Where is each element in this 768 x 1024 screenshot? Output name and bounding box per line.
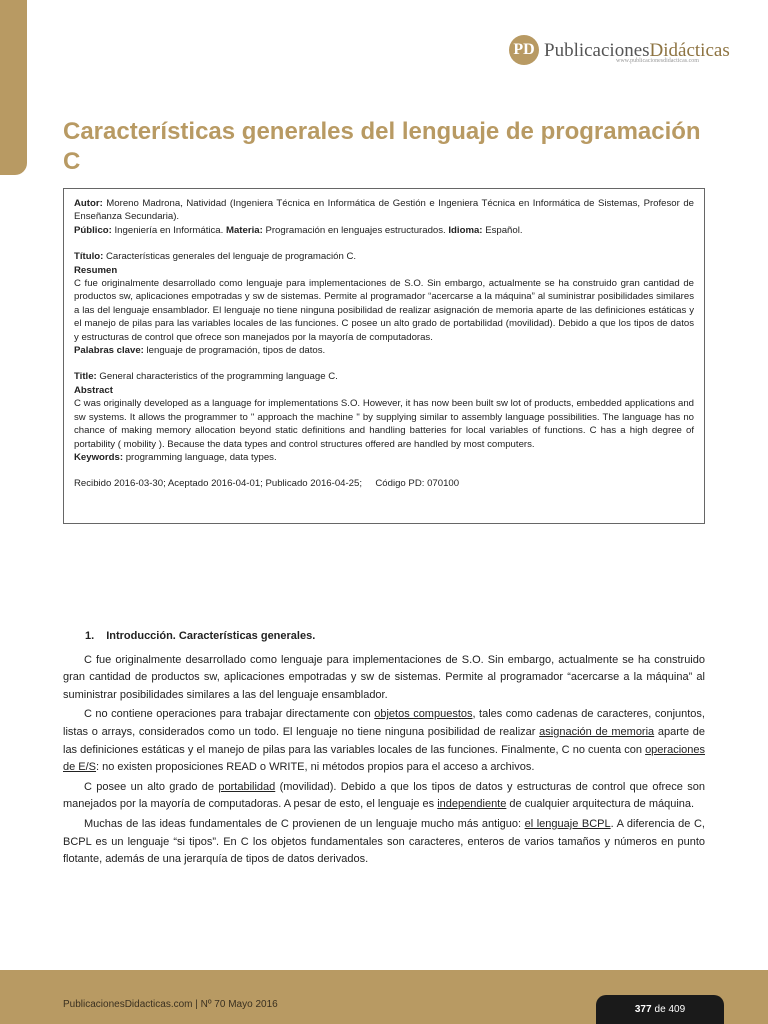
title-en-line (74, 370, 694, 383)
abstract-heading (74, 384, 694, 397)
text-run: . A diferencia de C, BCPL es un lenguaje “si tipos”. En C los objetos fundamentales son caracteres, enteros de varios tamaños y números en punto flotante, además de una jerarquía de tipos de datos derivados. (63, 817, 705, 866)
title-en-text: General characteristics of the programming language C. (99, 371, 338, 383)
logo-name-part2: Didácticas (649, 39, 730, 61)
page-total: de 409 (654, 1004, 686, 1015)
abstract-box (63, 188, 705, 524)
idioma-label: Idioma: (448, 224, 483, 236)
spacer (74, 237, 694, 250)
link-portabilidad[interactable]: portabilidad (218, 780, 276, 793)
titulo-text: Características generales del lenguaje de programación C. (105, 251, 357, 263)
paragraph-1: C fue originalmente desarrollado como lenguaje para implementaciones de S.O. Sin embargo, actualmente se ha construido gran cantidad de productos sw, aplicaciones empotradas y sw de sistemas. Permite al programador “acercarse a la máquina” al suministrar posibilidades similares a las del lenguaje ensamblador. (63, 653, 705, 701)
dates-text: Recibido 2016-03-30; Aceptado 2016-04-01; Publicado 2016-04-25; (74, 478, 363, 490)
footer-publication: PublicacionesDidacticas.com | Nº 70 Mayo 2016 (63, 999, 278, 1010)
publico-label: Público: (74, 224, 112, 236)
codigo-pd: Código PD: 070100 (375, 478, 460, 490)
text-run: (movilidad). Debido a que los tipos de datos y estructuras de control que ofrece son manejados por la mayoría de computadoras. A pesar de esto, el lenguaje es (63, 780, 705, 811)
keywords-label: Keywords: (74, 451, 124, 463)
resumen-label: Resumen (74, 264, 118, 276)
logo-text (544, 41, 730, 60)
text-run: C no contiene operaciones para trabajar directamente con (84, 708, 375, 721)
link-asignacion-memoria[interactable]: asignación de memoria (539, 725, 655, 738)
link-objetos-compuestos[interactable]: objetos compuestos (374, 708, 473, 721)
text-run: C posee un alto grado de (84, 780, 219, 793)
abstract-text: C was originally developed as a language for implementations S.O. However, it has now been built sw lot of products, embedded applications and sw systems. It allows the programmer to " approach the machine " by supplying similar to assembly language possibilities. The language has no chance of making memory allocation beyond static definitions and handling batteries for local variables of functions. C has a high degree of portability ( mobility ). Because the data types and control structures offered are handled by most computers. (74, 398, 694, 450)
section-heading (85, 628, 705, 646)
titulo-line (74, 250, 694, 263)
publico-line (74, 224, 694, 237)
resumen-heading (74, 264, 694, 277)
abstract-label: Abstract (74, 384, 113, 396)
text-run: de cualquier arquitectura de máquina. (506, 798, 695, 811)
spacer (74, 357, 694, 370)
materia-text: Programación en lenguajes estructurados. (265, 224, 446, 236)
text-run: : no existen proposiciones READ o WRITE, ni métodos propios para el acceso a archivos. (96, 761, 535, 774)
article-title: Características generales del lenguaje de programación C (63, 118, 701, 175)
title-en-label: Title: (74, 371, 97, 383)
keywords-line (74, 451, 694, 464)
text-run: , tales como cadenas de caracteres, conjuntos, listas o arrays, considerados como un todo. El lenguaje no tiene ninguna posibilidad de realizar (63, 708, 705, 738)
page-number-badge (596, 995, 724, 1024)
titulo-label: Título: (74, 251, 104, 263)
text-run: Muchas de las ideas fundamentales de C provienen de un lenguaje mucho más antiguo: (84, 817, 525, 830)
resumen-text: C fue originalmente desarrollado como lenguaje para implementaciones de S.O. Sin embargo, actualmente se ha construido gran cantidad de productos sw, aplicaciones empotradas y sw de sistemas. Permite al programador “acercarse a la máquina” al suministrar posibilidades similares a las del lenguaje ensamblador. El lenguaje no tiene ninguna posibilidad de realizar asignación de memoria aparte de las definiciones estáticas y el manejo de pilas para las variables locales de las funciones. C posee un alto grado de portabilidad (movilidad). Debido a que los tipos de datos y estructuras de control que ofrece son manejados por la mayoría de computadoras. (74, 278, 694, 343)
link-lenguaje-bcpl[interactable]: el lenguaje BCPL (524, 817, 611, 830)
logo-mark-icon: PD (509, 35, 539, 65)
idioma-text: Español. (485, 224, 523, 236)
side-tab-decoration (0, 0, 27, 175)
link-independiente[interactable]: independiente (437, 798, 507, 811)
publico-text: Ingeniería en Informática. (114, 224, 224, 236)
article-body (63, 628, 705, 871)
dates-line (74, 477, 694, 490)
spacer (74, 464, 694, 477)
page-current: 377 (634, 1004, 652, 1015)
keywords-text: programming language, data types. (125, 451, 277, 463)
paragraph-3 (63, 779, 705, 814)
link-operaciones-es[interactable]: operaciones de E/S (63, 743, 705, 774)
paragraph-2 (63, 706, 705, 776)
palabras-label: Palabras clave: (74, 345, 144, 357)
paragraph-4 (63, 816, 705, 869)
logo-name-part1: Publicaciones (544, 39, 650, 61)
section-number: 1. (85, 630, 95, 642)
palabras-line (74, 344, 694, 357)
section-title: Introducción. Características generales. (106, 630, 316, 642)
autor-label: Autor: (74, 198, 103, 209)
text-run: aparte de las definiciones estáticas y el manejo de pilas para las variables locales de las funciones. Finalmente, C no cuenta con (63, 725, 705, 756)
palabras-text: lenguaje de programación, tipos de datos. (146, 345, 326, 357)
autor-line (74, 197, 694, 224)
logo-url[interactable]: www.publicacionesdidacticas.com (616, 58, 699, 64)
materia-label: Materia: (225, 224, 263, 236)
autor-text: Moreno Madrona, Natividad (Ingeniera Técnica en Informática de Gestión e Ingeniera Técnica en Informática de Sistemas, Profesor de Enseñanza Secundaria). (74, 198, 694, 223)
